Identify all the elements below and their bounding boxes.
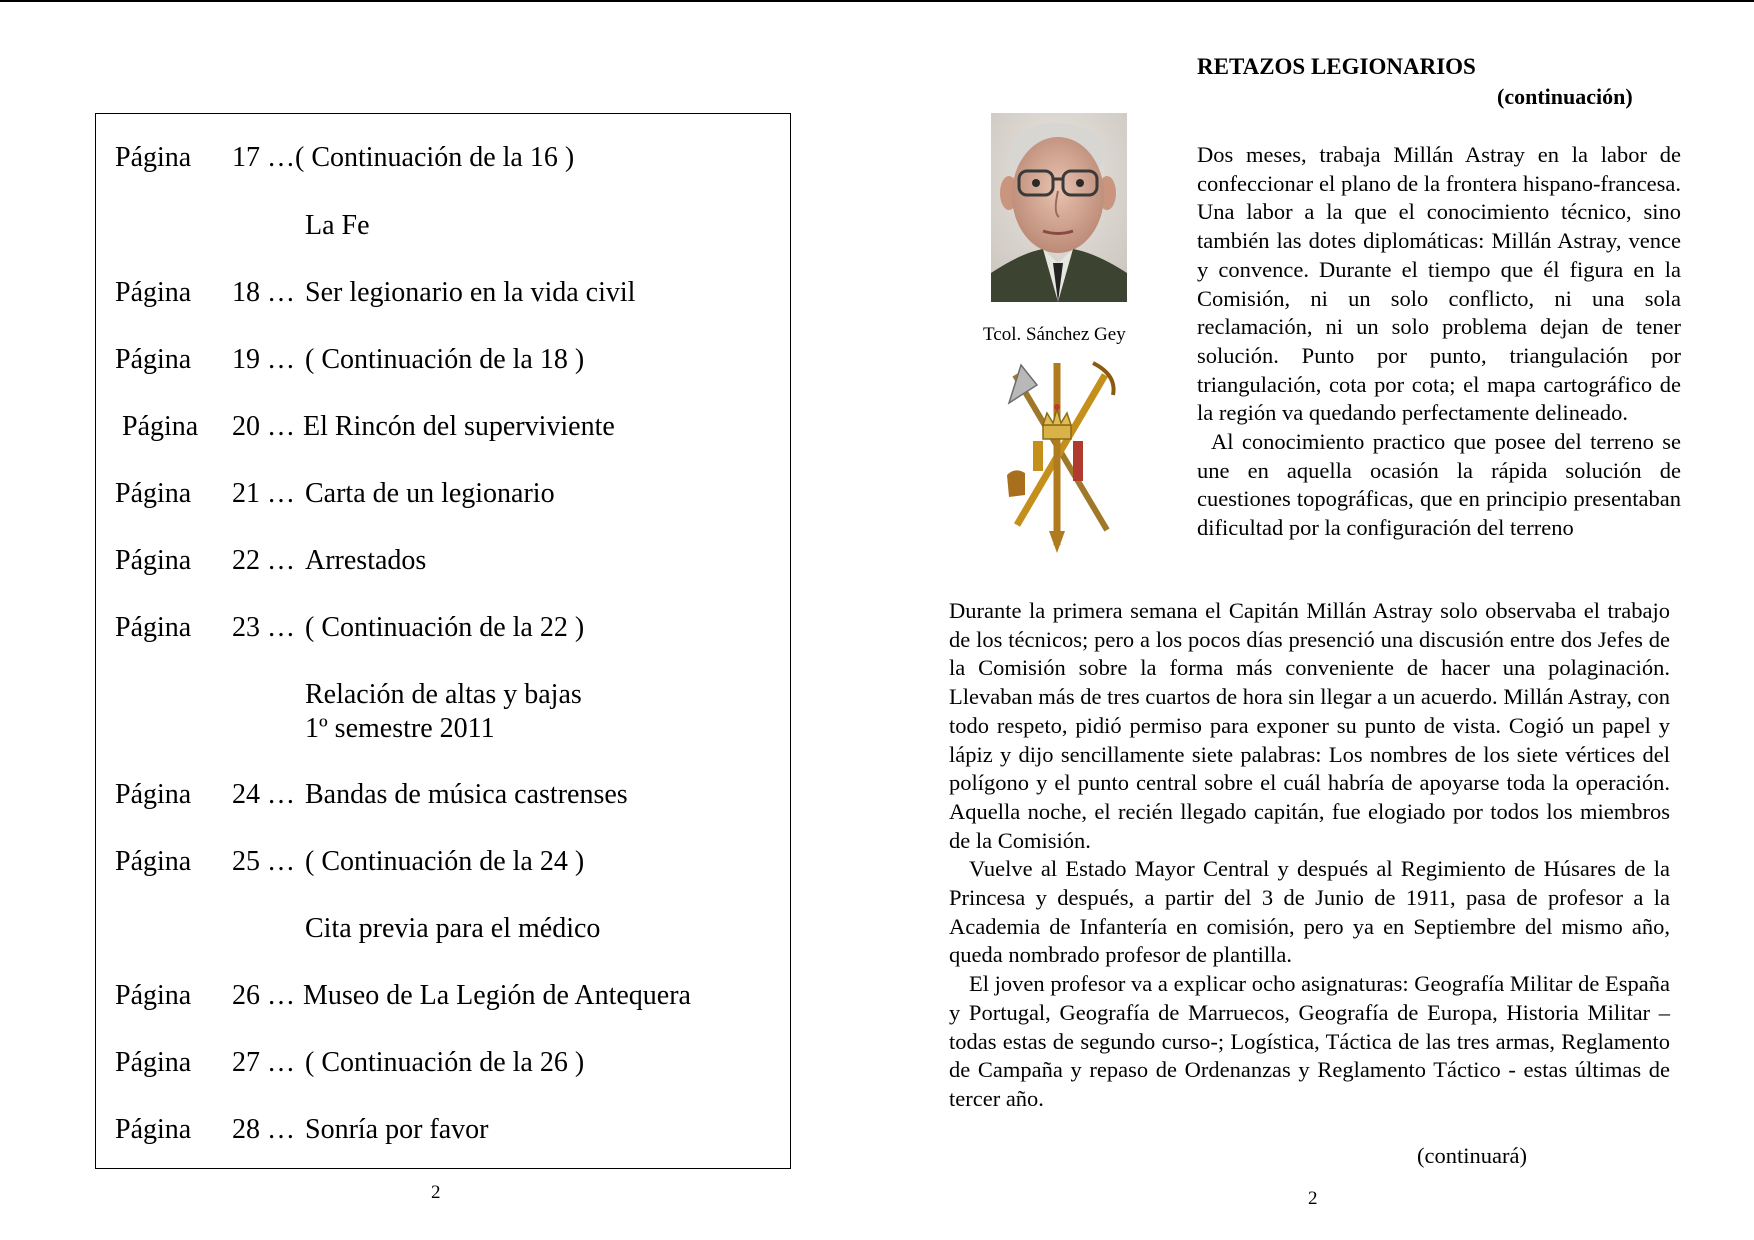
article-subtitle: (continuación) xyxy=(1497,84,1633,109)
index-page-number: 28 … xyxy=(232,1114,295,1145)
index-entry-title: ( Continuación de la 24 ) xyxy=(305,846,585,877)
index-page-word: Página xyxy=(115,612,192,643)
index-page-word: Página xyxy=(115,779,192,810)
index-entry-title: Sonría por favor xyxy=(305,1114,489,1145)
top-border-line xyxy=(0,0,1754,2)
article-paragraph: Durante la primera semana el Capitán Millán Astray solo observaba el trabajo de los técnicos; pero a los pocos días presenció una discusión entre dos Jefes de la Comisión sobre la forma más conveniente de hacer una polaginación. Llevaban más de tres cuartos de hora sin llegar a un acuerdo. Millán Astray, con todo respeto, pidió permiso para exponer su punto de vista. Cogió un papel y lápiz y dijo sencillamente siete palabras: Los nombres de los siete vértices del polígono y el punto central sobre el cuál habría de apoyarse toda la operación. Aquella noche, el recién llegado capitán, fue elogiado por todos los miembros de la Comisión. xyxy=(949,598,1670,853)
index-entry-title-line1: Relación de altas y bajas xyxy=(305,679,582,710)
index-entry-title: Cita previa para el médico xyxy=(305,913,601,944)
index-entry-title: Museo de La Legión de Antequera xyxy=(303,980,691,1011)
index-page-word: Página xyxy=(115,545,192,576)
index-page-word: Página xyxy=(115,478,192,509)
index-page-word: Página xyxy=(122,411,199,442)
index-page-number: 22 … xyxy=(232,545,295,576)
index-page-word: Página xyxy=(115,1047,192,1078)
index-page-word: Página xyxy=(115,980,192,1011)
index-entry-title: La Fe xyxy=(305,210,370,241)
article-column-full xyxy=(949,597,1670,1114)
index-page-number: 18 … xyxy=(232,277,295,308)
index-page-number: 23 … xyxy=(232,612,295,643)
index-page-number: 26 … xyxy=(232,980,295,1011)
index-page-word: Página xyxy=(115,1114,192,1145)
right-page-number: 2 xyxy=(1308,1188,1318,1209)
index-entry-title: ( Continuación de la 26 ) xyxy=(305,1047,585,1078)
portrait-photo xyxy=(991,113,1127,302)
index-entry-title: Bandas de música castrenses xyxy=(305,779,628,810)
index-entry-title: Arrestados xyxy=(305,545,427,576)
to-be-continued: (continuará) xyxy=(1417,1143,1527,1168)
index-page-word: Página xyxy=(115,142,192,173)
index-box xyxy=(95,113,791,1169)
index-entry-title: El Rincón del superviviente xyxy=(303,411,615,442)
article-title: RETAZOS LEGIONARIOS xyxy=(1197,54,1476,79)
index-page-number: 25 … xyxy=(232,846,295,877)
article-paragraph: El joven profesor va a explicar ocho asignaturas: Geografía Militar de España y Portugal, Geografía de Marruecos, Geografía de Europa, Historia Militar – todas estas de segundo curso-; Logística, Táctica de las tres armas, Reglamento de Campaña y repaso de Ordenanzas y Reglamento Táctico - estas últimas de tercer año. xyxy=(949,971,1670,1111)
article-paragraph: Dos meses, trabaja Millán Astray en la labor de confeccionar el plano de la frontera hispano-francesa. Una labor a la que el conocimiento técnico, sino también las dotes diplomáticas: Millán Astray, vence y convence. Durante el tiempo que él figura en la Comisión, ni un solo conflicto, ni una sola reclamación, ni un solo problema dejan de tener solución. Punto por punto, triangulación por triangulación, cota por cota; el mapa cartográfico de la región va quedando perfectamente delineado. xyxy=(1197,142,1681,426)
index-page-number: 17 … xyxy=(232,142,295,173)
article-paragraph: Al conocimiento practico que posee del terreno se une en aquella ocasión la rápida solución de cuestiones topográficas, que en principio presentaban dificultad por la configuración del terreno xyxy=(1197,429,1681,541)
photo-caption: Tcol. Sánchez Gey xyxy=(983,324,1126,345)
index-entry-title: ( Continuación de la 18 ) xyxy=(305,344,585,375)
index-page-number: 21 … xyxy=(232,478,295,509)
index-page-number: 24 … xyxy=(232,779,295,810)
index-entry-title: ( Continuación de la 16 ) xyxy=(295,142,575,173)
left-page-number: 2 xyxy=(431,1182,441,1203)
index-entry-title xyxy=(305,678,582,746)
index-entry-title: Ser legionario en la vida civil xyxy=(305,277,636,308)
index-page-number: 27 … xyxy=(232,1047,295,1078)
index-entry-title: ( Continuación de la 22 ) xyxy=(305,612,585,643)
index-page-word: Página xyxy=(115,846,192,877)
index-page-number: 20 … xyxy=(232,411,295,442)
article-paragraph: Vuelve al Estado Mayor Central y después al Regimiento de Húsares de la Princesa y después, a partir del 3 de Junio de 1911, pasa de profesor a la Academia de Infantería en comisión, pero ya en Septiembre del mismo año, queda nombrado profesor de plantilla. xyxy=(949,856,1670,968)
index-page-word: Página xyxy=(115,277,192,308)
index-entry-title: Carta de un legionario xyxy=(305,478,555,509)
index-page-number: 19 … xyxy=(232,344,295,375)
legion-emblem xyxy=(985,355,1135,555)
index-entry-title-line2: 1º semestre 2011 xyxy=(305,713,495,744)
article-column-top xyxy=(1197,141,1681,543)
index-page-word: Página xyxy=(115,344,192,375)
